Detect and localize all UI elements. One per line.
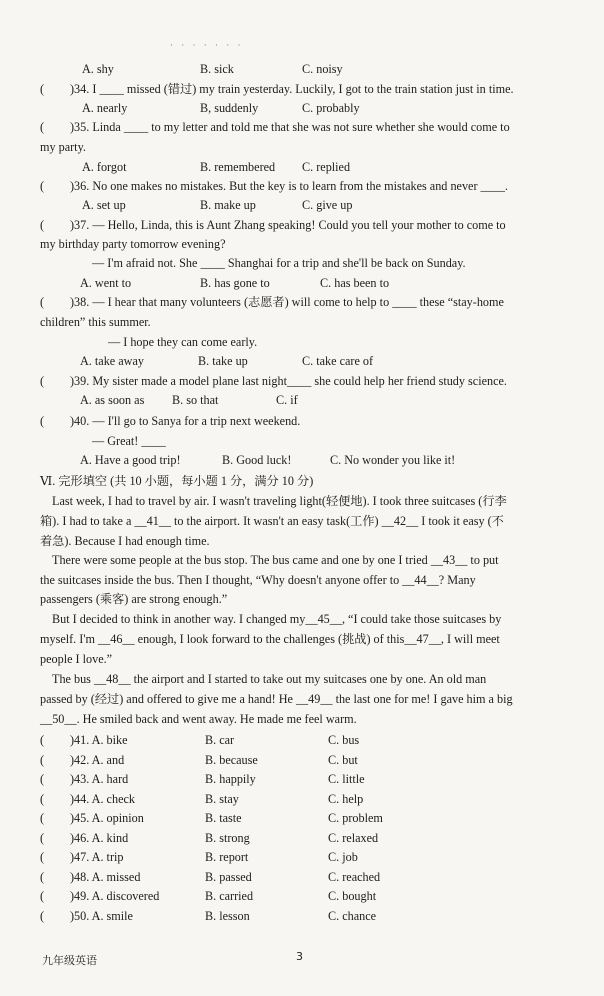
q37-dialogue: — I'm afraid not. She ____ Shanghai for a trip and she'll be back on Sunday. [92, 256, 466, 270]
cloze-option-b: B. strong [205, 831, 250, 845]
cloze-paren: ( [40, 772, 45, 786]
q37-option-c: C. has been to [320, 276, 390, 290]
cloze-option-c: C. bought [328, 889, 377, 903]
cloze-option-c: C. bus [328, 733, 360, 747]
cloze-option-b: B. lesson [205, 909, 250, 923]
q35-stem-cont: my party. [40, 140, 86, 154]
cloze-option-a: )48. A. missed [70, 870, 141, 884]
cloze-option-b: B. report [205, 850, 249, 864]
q38-option-c: C. take care of [302, 354, 374, 368]
q37-stem-cont: my birthday party tomorrow evening? [40, 237, 226, 251]
cloze-option-c: C. help [328, 792, 364, 806]
cloze-option-a: )45. A. opinion [70, 811, 144, 825]
passage-line-11: passed by (经过) and offered to give me a hand! He __49__ the last one for me! I gave him a big [40, 692, 513, 706]
q37-option-b: B. has gone to [200, 276, 270, 290]
cloze-option-a: )49. A. discovered [70, 889, 160, 903]
cloze-paren: ( [40, 753, 45, 767]
cloze-paren: ( [40, 850, 45, 864]
cloze-option-a: )42. A. and [70, 753, 125, 767]
q37-option-a: A. went to [80, 276, 132, 290]
q33-option-b: B. sick [200, 62, 234, 76]
cloze-paren: ( [40, 831, 45, 845]
q36-paren: ( [40, 179, 45, 193]
footer-grade: 九年级英语 [42, 954, 97, 967]
q39-option-b: B. so that [172, 393, 219, 407]
q35-stem: )35. Linda ____ to my letter and told me that she was not sure whether she would come to [70, 120, 510, 134]
q35-option-b: B. remembered [200, 160, 276, 174]
cloze-option-a: )44. A. check [70, 792, 135, 806]
q38-paren: ( [40, 295, 45, 309]
cloze-option-c: C. chance [328, 909, 377, 923]
passage-line-4: There were some people at the bus stop. The bus came and one by one I tried __43__ to put [52, 553, 499, 567]
q40-option-c: C. No wonder you like it! [330, 453, 456, 467]
q40-dialogue: — Great! ____ [92, 434, 166, 448]
q37-paren: ( [40, 218, 45, 232]
cloze-option-c: C. little [328, 772, 365, 786]
cloze-option-b: B. because [205, 753, 258, 767]
q34-option-b: B, suddenly [200, 101, 259, 115]
q36-option-c: C. give up [302, 198, 353, 212]
passage-line-3: 着急). Because I had enough time. [40, 534, 210, 548]
cloze-paren: ( [40, 811, 45, 825]
q38-option-b: B. take up [198, 354, 248, 368]
cloze-option-b: B. passed [205, 870, 252, 884]
q33-option-c: C. noisy [302, 62, 343, 76]
q38-option-a: A. take away [80, 354, 144, 368]
passage-line-7: But I decided to think in another way. I changed my__45__, “I could take those suitcases by [52, 612, 502, 626]
q35-paren: ( [40, 120, 45, 134]
cloze-option-b: B. carried [205, 889, 254, 903]
cloze-option-a: )47. A. trip [70, 850, 124, 864]
q38-dialogue: — I hope they can come early. [108, 335, 258, 349]
q35-option-c: C. replied [302, 160, 351, 174]
cloze-option-c: C. but [328, 753, 358, 767]
q34-stem: )34. I ____ missed (错过) my train yesterday. Luckily, I got to the train station just in time. [70, 82, 514, 96]
passage-line-1: Last week, I had to travel by air. I wasn't traveling light(轻便地). I took three suitcases (行李 [52, 494, 507, 508]
cloze-option-a: )41. A. bike [70, 733, 128, 747]
section-title: Ⅵ. 完形填空 (共 10 小题，每小题 1 分，满分 10 分) [40, 474, 314, 488]
cloze-paren: ( [40, 870, 45, 884]
q40-option-b: B. Good luck! [222, 453, 292, 467]
passage-line-12: __50__. He smiled back and went away. He made me feel warm. [40, 712, 357, 726]
q34-paren: ( [40, 82, 45, 96]
passage-line-6: passengers (乘客) are strong enough.” [40, 592, 228, 606]
q36-option-a: A. set up [82, 198, 126, 212]
q34-option-a: A. nearly [82, 101, 128, 115]
q36-stem: )36. No one makes no mistakes. But the key is to learn from the mistakes and never ____. [70, 179, 508, 193]
passage-line-2: 箱). I had to take a __41__ to the airport. It wasn't an easy task(工作) __42__ I took it easy (不 [40, 514, 504, 528]
q40-stem: )40. — I'll go to Sanya for a trip next weekend. [70, 414, 301, 428]
q34-option-c: C. probably [302, 101, 360, 115]
page-number: 3 [296, 950, 303, 963]
q39-paren: ( [40, 374, 45, 388]
cloze-paren: ( [40, 733, 45, 747]
scan-specks: · · · · · · · [170, 40, 244, 50]
cloze-paren: ( [40, 909, 45, 923]
cloze-option-a: )50. A. smile [70, 909, 133, 923]
passage-line-5: the suitcases inside the bus. Then I thought, “Why doesn't anyone offer to __44__? Many [40, 573, 476, 587]
cloze-paren: ( [40, 792, 45, 806]
q40-option-a: A. Have a good trip! [80, 453, 181, 467]
cloze-option-c: C. problem [328, 811, 383, 825]
q37-stem: )37. — Hello, Linda, this is Aunt Zhang speaking! Could you tell your mother to come to [70, 218, 506, 232]
cloze-option-a: )43. A. hard [70, 772, 129, 786]
cloze-option-a: )46. A. kind [70, 831, 129, 845]
q38-stem-cont: children” this summer. [40, 315, 151, 329]
q36-option-b: B. make up [200, 198, 256, 212]
q39-option-c: C. if [276, 393, 298, 407]
q40-paren: ( [40, 414, 45, 428]
passage-line-9: people I love.” [40, 652, 113, 666]
cloze-option-b: B. happily [205, 772, 256, 786]
cloze-option-b: B. car [205, 733, 235, 747]
cloze-option-c: C. reached [328, 870, 381, 884]
cloze-option-b: B. stay [205, 792, 239, 806]
q33-option-a: A. shy [82, 62, 114, 76]
q38-stem: )38. — I hear that many volunteers (志愿者) will come to help to ____ these “stay-home [70, 295, 504, 309]
q39-option-a: A. as soon as [80, 393, 145, 407]
cloze-paren: ( [40, 889, 45, 903]
passage-line-10: The bus __48__ the airport and I started to take out my suitcases one by one. An old man [52, 672, 487, 686]
q35-option-a: A. forgot [82, 160, 127, 174]
cloze-option-b: B. taste [205, 811, 242, 825]
passage-line-8: myself. I'm __46__ enough, I look forward to the challenges (挑战) of this__47__, I will meet [40, 632, 500, 646]
cloze-option-c: C. relaxed [328, 831, 379, 845]
q39-stem: )39. My sister made a model plane last night____ she could help her friend study science. [70, 374, 507, 388]
cloze-option-c: C. job [328, 850, 358, 864]
